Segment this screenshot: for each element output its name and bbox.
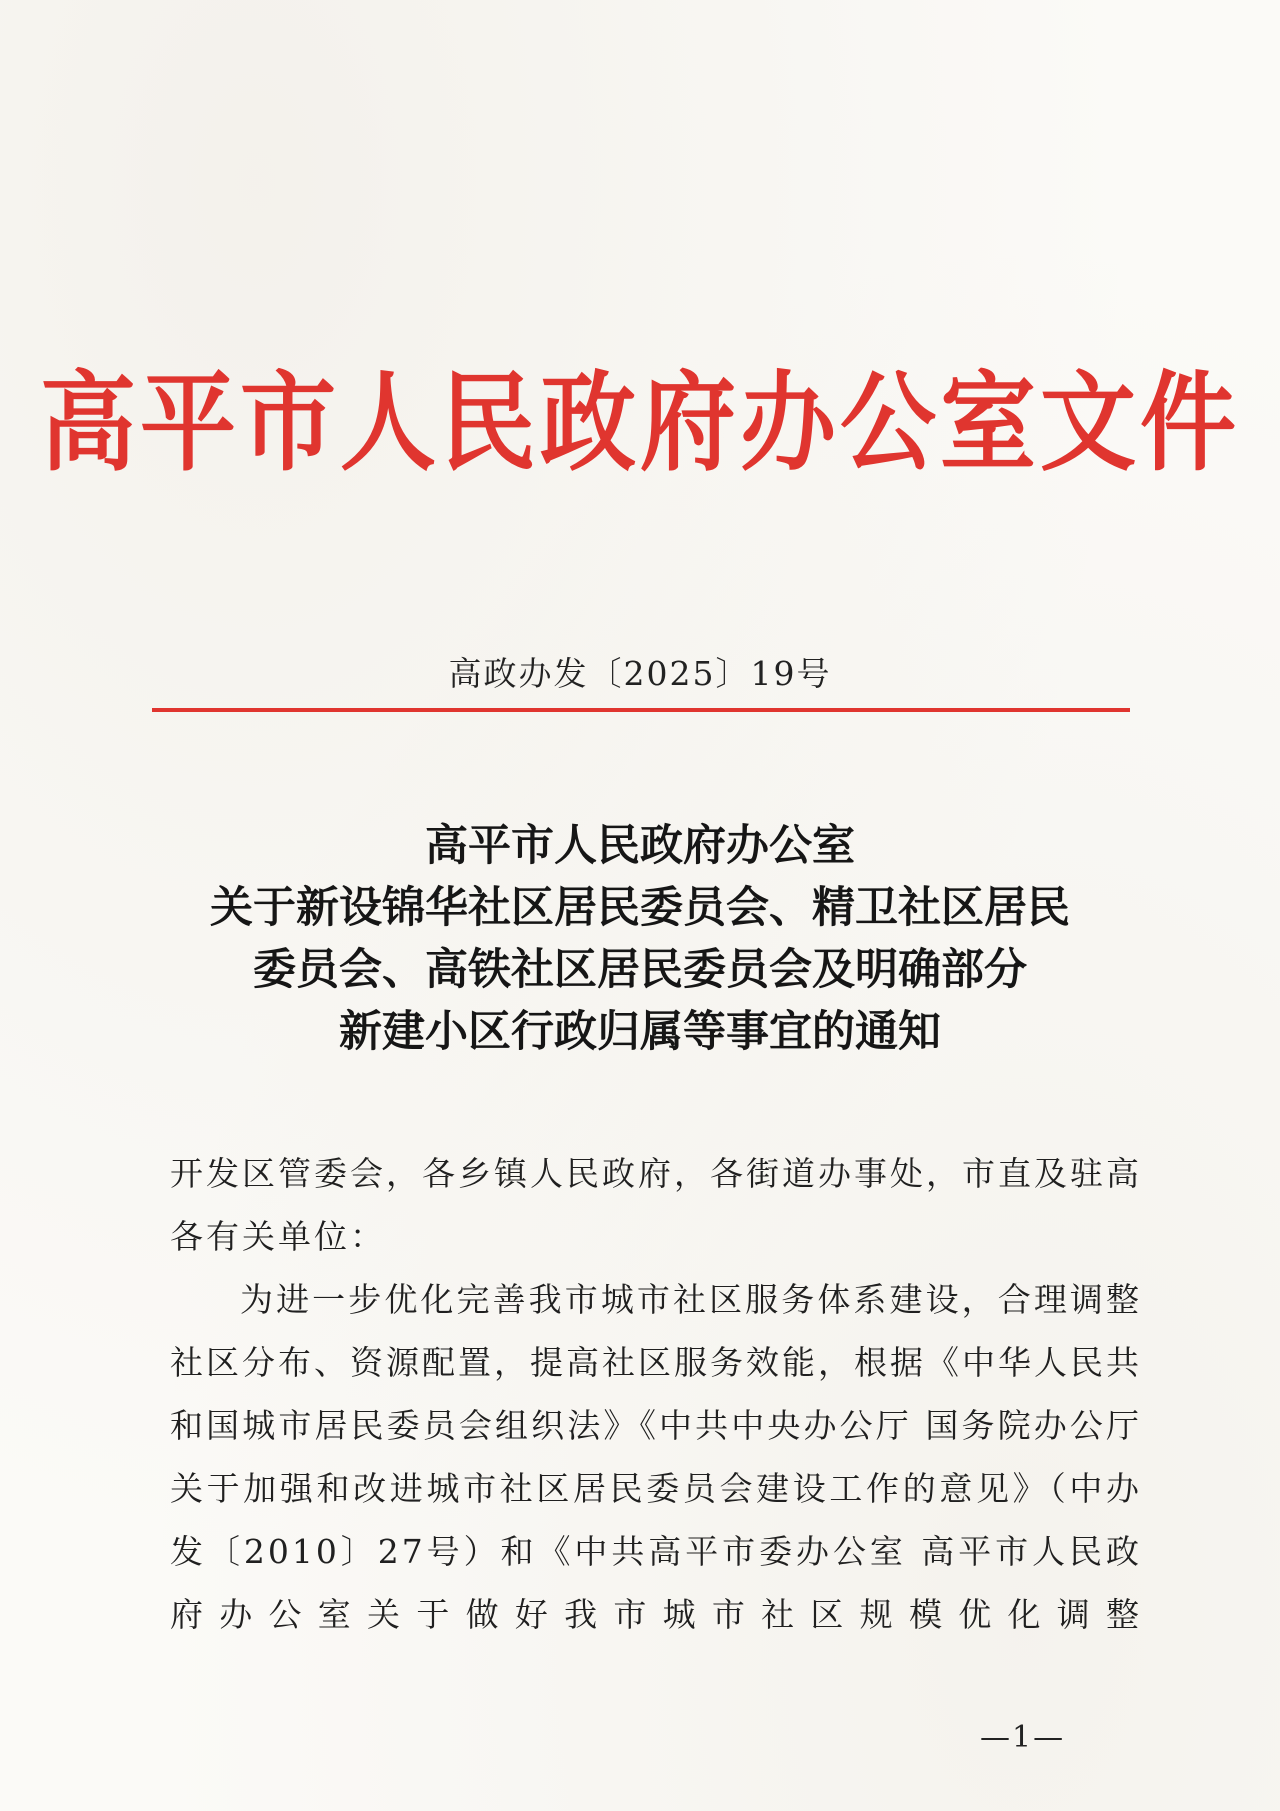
- notice-title-line: 高平市人民政府办公室: [425, 821, 855, 871]
- body-paragraph: 为进一步优化完善我市城市社区服务体系建设，合理调整社区分布、资源配置，提高社区服务效能，根据《中华人民共和国城市居民委员会组织法》《中共中央办公厅 国务院办公厅关于加强和改进城市社区居民委员会建设工作的意见》（中办发〔2010〕27号）和《中共高平市委办公室 高平市人民政府办公室关于做好我市城市社区规模优化调整: [170, 1280, 1142, 1634]
- notice-title-line: 关于新设锦华社区居民委员会、精卫社区居民: [210, 883, 1070, 933]
- red-divider-line: [152, 708, 1130, 712]
- notice-title-line: 委员会、高铁社区居民委员会及明确部分: [253, 945, 1027, 995]
- notice-title: [120, 815, 1160, 1063]
- notice-title-line: 新建小区行政归属等事宜的通知: [339, 1007, 941, 1057]
- document-header-title: 高平市人民政府办公室文件: [40, 359, 1240, 486]
- document-number: 高政办发〔2025〕19号: [448, 654, 832, 693]
- addressee-text: 开发区管委会，各乡镇人民政府，各街道办事处，市直及驻高各有关单位：: [170, 1154, 1142, 1256]
- page-number: —1—: [980, 1720, 1066, 1755]
